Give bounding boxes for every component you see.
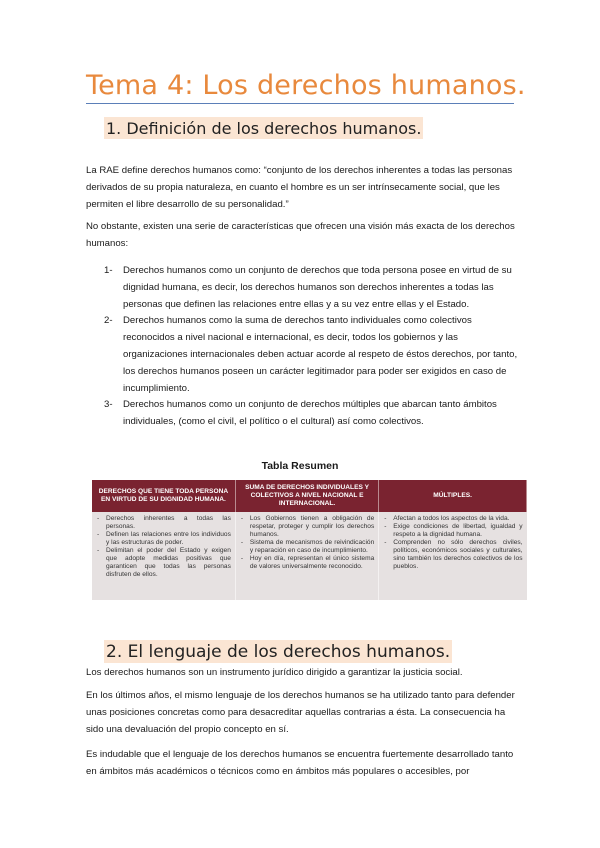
- table-row: [92, 512, 527, 600]
- table-header-cell: DERECHOS QUE TIENE TODA PERSONA EN VIRTUD DE SU DIGNIDAD HUMANA.: [92, 480, 235, 512]
- list-number: 1-: [104, 265, 113, 276]
- table-list-item: - Exige condiciones de libertad, igualdad y respeto a la dignidad humana.: [383, 523, 522, 539]
- title-underline: [86, 103, 514, 104]
- section-1-paragraph-1: La RAE define derechos humanos como: “conjunto de los derechos inherentes a todas las personas derivados de su propia naturaleza, en cuanto el hombre es un ser intrínsecamente social, que les permiten el libre desarrollo de su personalidad.”: [86, 165, 513, 210]
- table-header-cell: MÚLTIPLES.: [379, 480, 527, 512]
- page-title: Tema 4: Los derechos humanos.: [86, 70, 526, 101]
- table-list-item: - Hoy en día, representan el único sistema de valores universalmente reconocido.: [240, 555, 374, 571]
- section-2-heading: 2. El lenguaje de los derechos humanos.: [106, 642, 451, 662]
- list-item: [104, 313, 518, 397]
- table-title: Tabla Resumen: [261, 460, 339, 472]
- table-cell-column-2: [235, 512, 378, 600]
- list-number: 3-: [104, 399, 113, 411]
- section-2-paragraph-2: En los últimos años, el mismo lenguaje de los derechos humanos se ha utilizado tanto para defender unas posiciones concretas como para desacreditar aquellas contrarias a ésta. La consecuencia ha sido una devaluación del propio concepto en sí.: [86, 690, 515, 735]
- table-list-item: - Afectan a todos los aspectos de la vida.: [383, 515, 522, 523]
- table-list-item: - Los Gobiernos tienen a obligación de respetar, proteger y cumplir los derechos humanos.: [240, 515, 374, 539]
- section-1-paragraph-2: No obstante, existen una serie de características que ofrecen una visión más exacta de los derechos humanos:: [86, 221, 515, 249]
- list-item: [104, 397, 518, 431]
- list-number: 2-: [104, 315, 113, 327]
- table-header-row: [92, 480, 527, 512]
- list-item: [104, 263, 518, 313]
- section-2-paragraph-1: Los derechos humanos son un instrumento jurídico dirigido a garantizar la justicia social.: [86, 667, 463, 678]
- table-list-item: - Sistema de mecanismos de reivindicación y reparación en caso de incumplimiento.: [240, 539, 374, 555]
- list-text: Derechos humanos como un conjunto de derechos múltiples que abarcan tanto ámbitos individuales, (como el civil, el político o el cultural) así como colectivos.: [123, 399, 497, 428]
- table-list-item: - Derechos inherentes a todas las personas.: [96, 515, 231, 531]
- summary-table: [92, 480, 527, 600]
- table-list-item: - Definen las relaciones entre los individuos y las estructuras de poder.: [96, 531, 231, 547]
- table-header-cell: SUMA DE DERECHOS INDIVIDUALES Y COLECTIVOS A NIVEL NACIONAL E INTERNACIONAL.: [235, 480, 378, 512]
- characteristics-list: [104, 263, 518, 431]
- list-text: Derechos humanos como un conjunto de derechos que toda persona posee en virtud de su dignidad humana, es decir, los derechos humanos son derechos inherentes a todas las personas que definen las relaciones entre ellas y a su vez entre ellas y el Estado.: [123, 265, 512, 310]
- section-1-heading: 1. Definición de los derechos humanos.: [106, 119, 422, 138]
- table-cell-column-3: [379, 512, 527, 600]
- table-cell-column-1: [92, 512, 235, 600]
- table-list-item: - Comprenden no sólo derechos civiles, políticos, económicos sociales y culturales, sino también los derechos colectivos de los pueblos.: [383, 539, 522, 571]
- section-2-paragraph-3: Es indudable que el lenguaje de los derechos humanos se encuentra fuertemente desarrollado tanto en ámbitos más académicos o técnicos como en ámbitos más populares o accesibles, por: [86, 749, 514, 777]
- list-text: Derechos humanos como la suma de derechos tanto individuales como colectivos reconocidos a nivel nacional e internacional, es decir, todos los gobiernos y las organizaciones internacionales deben actuar acorde al respeto de éstos derechos, por tanto, los derechos humanos poseen un carácter legitimador para poder ser exigidos en caso de incumplimiento.: [123, 315, 518, 394]
- table-list-item: - Delimitan el poder del Estado y exigen que adopte medidas positivas que garanticen que todas las personas disfruten de ellos.: [96, 547, 231, 579]
